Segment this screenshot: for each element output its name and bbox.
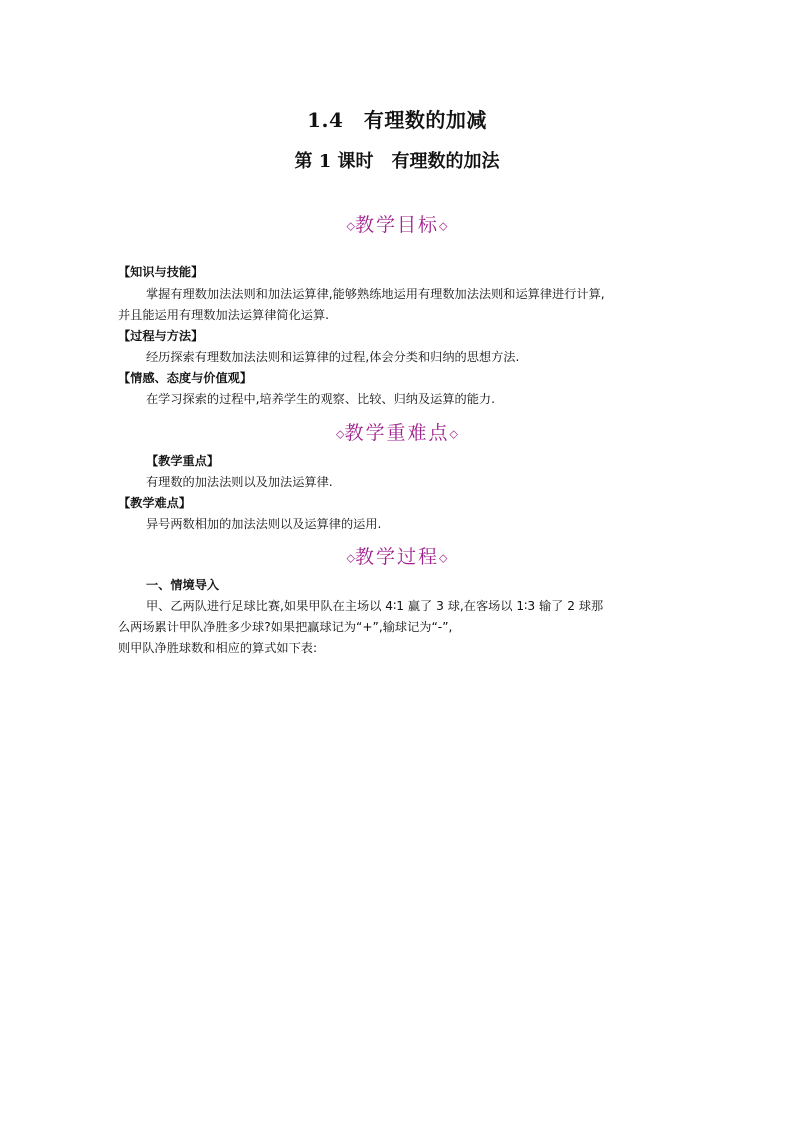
scenario-text-line1: 甲、乙两队进行足球比赛,如果甲队在主场以 4∶1 赢了 3 球,在客场以 1∶3 输了 2 球那	[146, 599, 604, 613]
scenario-text-line3: 则甲队净胜球数和相应的算式如下表:	[118, 641, 318, 655]
section-heading-text: 教学过程	[354, 546, 439, 568]
section-heading-objectives	[0, 210, 794, 237]
section-heading-text: 教学重难点	[344, 422, 450, 444]
page-subtitle: 第 1 课时 有理数的加法	[294, 151, 500, 172]
diamond-left-icon: ◇	[336, 427, 345, 441]
process-method-label: 【过程与方法】	[118, 329, 204, 343]
diamond-left-icon: ◇	[346, 219, 355, 233]
diamond-right-icon: ◇	[449, 427, 458, 441]
section-heading-text: 教学目标	[354, 214, 439, 236]
knowledge-text-line2: 并且能运用有理数加法运算律简化运算.	[118, 308, 330, 322]
scenario-text-line2: 么两场累计甲队净胜多少球?如果把赢球记为“+”,输球记为“-”,	[118, 620, 453, 634]
knowledge-text-line1: 掌握有理数加法法则和加法运算律,能够熟练地运用有理数加法法则和运算律进行计算,	[146, 287, 605, 301]
difficult-point-label: 【教学难点】	[118, 496, 192, 510]
diamond-left-icon: ◇	[346, 551, 355, 565]
diamond-right-icon: ◇	[439, 551, 448, 565]
difficult-point-text: 异号两数相加的加法法则以及运算律的运用.	[146, 517, 382, 531]
emotion-label: 【情感、态度与价值观】	[118, 371, 253, 385]
section-heading-key-points	[0, 418, 794, 445]
process-method-text: 经历探索有理数加法法则和运算律的过程,体会分类和归纳的思想方法.	[146, 350, 520, 364]
section-heading-process	[0, 542, 794, 569]
emotion-text: 在学习探索的过程中,培养学生的观察、比较、归纳及运算的能力.	[146, 392, 495, 406]
key-point-text: 有理数的加法法则以及加法运算律.	[146, 475, 333, 489]
key-point-label: 【教学重点】	[146, 454, 220, 468]
step1-label: 一、情境导入	[146, 578, 220, 592]
page-title: 1.4 有理数的加减	[307, 108, 487, 132]
knowledge-label: 【知识与技能】	[118, 265, 204, 279]
diamond-right-icon: ◇	[439, 219, 448, 233]
